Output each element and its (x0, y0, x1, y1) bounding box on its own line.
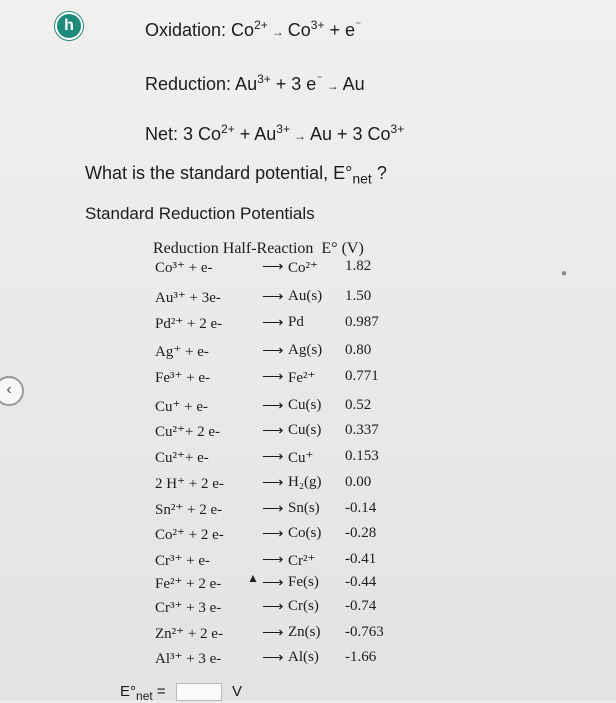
row-product: H₂(g) (288, 474, 322, 490)
row-arrow: ⟶ (262, 369, 284, 385)
table-row (150, 525, 420, 547)
row-arrow: ⟶ (262, 552, 284, 568)
row-potential: 0.80 (345, 342, 372, 358)
table-row (150, 258, 420, 280)
row-product: Ag(s) (288, 342, 323, 358)
answer-unit: V (231, 683, 242, 700)
table-row (150, 574, 420, 596)
row-potential: -0.74 (345, 598, 377, 614)
row-reactant: Ag⁺ + e- (155, 344, 209, 360)
row-product: Cr(s) (288, 598, 319, 614)
row-reactant: Zn²⁺ + 2 e- (155, 626, 223, 642)
row-product: Au(s) (288, 288, 323, 304)
row-arrow: ⟶ (262, 423, 284, 439)
row-reactant: Sn²⁺ + 2 e- (155, 502, 223, 518)
row-arrow: ⟶ (262, 343, 284, 359)
row-reactant: Fe²⁺ + 2 e- (155, 576, 222, 592)
row-potential: -0.41 (345, 551, 377, 567)
table-row (150, 474, 420, 496)
table-row (150, 397, 420, 419)
srp-title: Standard Reduction Potentials (85, 204, 315, 223)
row-product: Cr²⁺ (288, 553, 316, 569)
row-reactant: Co³⁺ + e- (155, 260, 213, 276)
row-arrow: ⟶ (262, 650, 284, 666)
dot-icon: ● (561, 268, 568, 279)
row-arrow: ⟶ (262, 501, 284, 517)
row-potential: 1.50 (345, 288, 372, 304)
table-row (150, 551, 420, 573)
row-arrow: ⟶ (262, 599, 284, 615)
oxidation-equation: Oxidation: $Co^{2+} \to Co^{3+} + e^{^-}$ (145, 18, 362, 40)
table-row (150, 649, 420, 671)
row-product: Cu⁺ (288, 450, 314, 466)
table-row (150, 314, 420, 336)
row-potential: 0.337 (345, 422, 379, 438)
row-product: Cu(s) (288, 422, 322, 438)
row-arrow: ⟶ (262, 526, 284, 542)
row-potential: 0.52 (345, 397, 372, 413)
row-arrow: ⟶ (262, 575, 284, 591)
row-potential: 0.987 (345, 314, 379, 330)
mouse-cursor-icon: ▲ (247, 571, 259, 585)
row-arrow: ⟶ (262, 289, 284, 305)
row-potential: -0.14 (345, 500, 377, 516)
table-row (150, 598, 420, 620)
table-row (150, 448, 420, 470)
row-potential: 0.771 (345, 368, 379, 384)
row-product: Pd (288, 314, 304, 330)
row-reactant: Cr³⁺ + 3 e- (155, 600, 222, 616)
row-product: Co(s) (288, 525, 322, 541)
table-row (150, 500, 420, 522)
chevron-left-icon[interactable]: ‹ (0, 376, 24, 406)
row-reactant: Cr³⁺ + e- (155, 553, 211, 569)
row-arrow: ⟶ (262, 625, 284, 641)
row-potential: -0.763 (345, 624, 384, 640)
answer-input[interactable] (176, 683, 222, 701)
row-reactant: Fe³⁺ + e- (155, 370, 211, 386)
row-potential: 1.82 (345, 258, 372, 274)
row-reactant: Al³⁺ + 3 e- (155, 651, 222, 667)
answer-row: $E^\circ_{net} = V$ (120, 683, 242, 703)
row-product: Al(s) (288, 649, 319, 665)
table-row (150, 368, 420, 390)
table-row (150, 342, 420, 364)
table-header (153, 240, 364, 258)
row-reactant: Au³⁺ + 3e- (155, 290, 221, 306)
row-arrow: ⟶ (262, 398, 284, 414)
net-equation: Net: 3 $Co^{2+} + Au^{3+} \to Au + 3$ $Co^{3+}$ (145, 122, 405, 144)
row-arrow: ⟶ (262, 259, 284, 275)
table-row (150, 624, 420, 646)
row-potential: -0.44 (345, 574, 377, 590)
row-arrow: ⟶ (262, 449, 284, 465)
header-reaction: Reduction Half-Reaction (153, 240, 314, 257)
part-badge: h (55, 12, 83, 40)
row-reactant: Co²⁺ + 2 e- (155, 527, 224, 543)
row-reactant: Pd²⁺ + 2 e- (155, 316, 223, 332)
row-product: Sn(s) (288, 500, 320, 516)
row-potential: 0.00 (345, 474, 372, 490)
row-product: Fe²⁺ (288, 370, 316, 386)
reduction-equation: Reduction: $Au^{3+} + 3$ e⁻ → Au (145, 72, 365, 94)
header-potential: E° (V) (321, 240, 364, 257)
table-row (150, 288, 420, 310)
row-product: Co²⁺ (288, 260, 318, 276)
row-reactant: Cu²⁺+ 2 e- (155, 424, 221, 440)
row-reactant: Cu²⁺+ e- (155, 450, 209, 466)
row-potential: -0.28 (345, 525, 377, 541)
row-potential: 0.153 (345, 448, 379, 464)
row-product: Zn(s) (288, 624, 321, 640)
row-reactant: 2 H⁺ + 2 e- (155, 476, 224, 492)
row-product: Fe(s) (288, 574, 319, 590)
row-product: Cu(s) (288, 397, 322, 413)
row-potential: -1.66 (345, 649, 377, 665)
row-arrow: ⟶ (262, 475, 284, 491)
table-row (150, 422, 420, 444)
question-text: What is the standard potential, $E^\circ_{net}$ ? (85, 163, 387, 187)
row-arrow: ⟶ (262, 315, 284, 331)
row-reactant: Cu⁺ + e- (155, 399, 209, 415)
